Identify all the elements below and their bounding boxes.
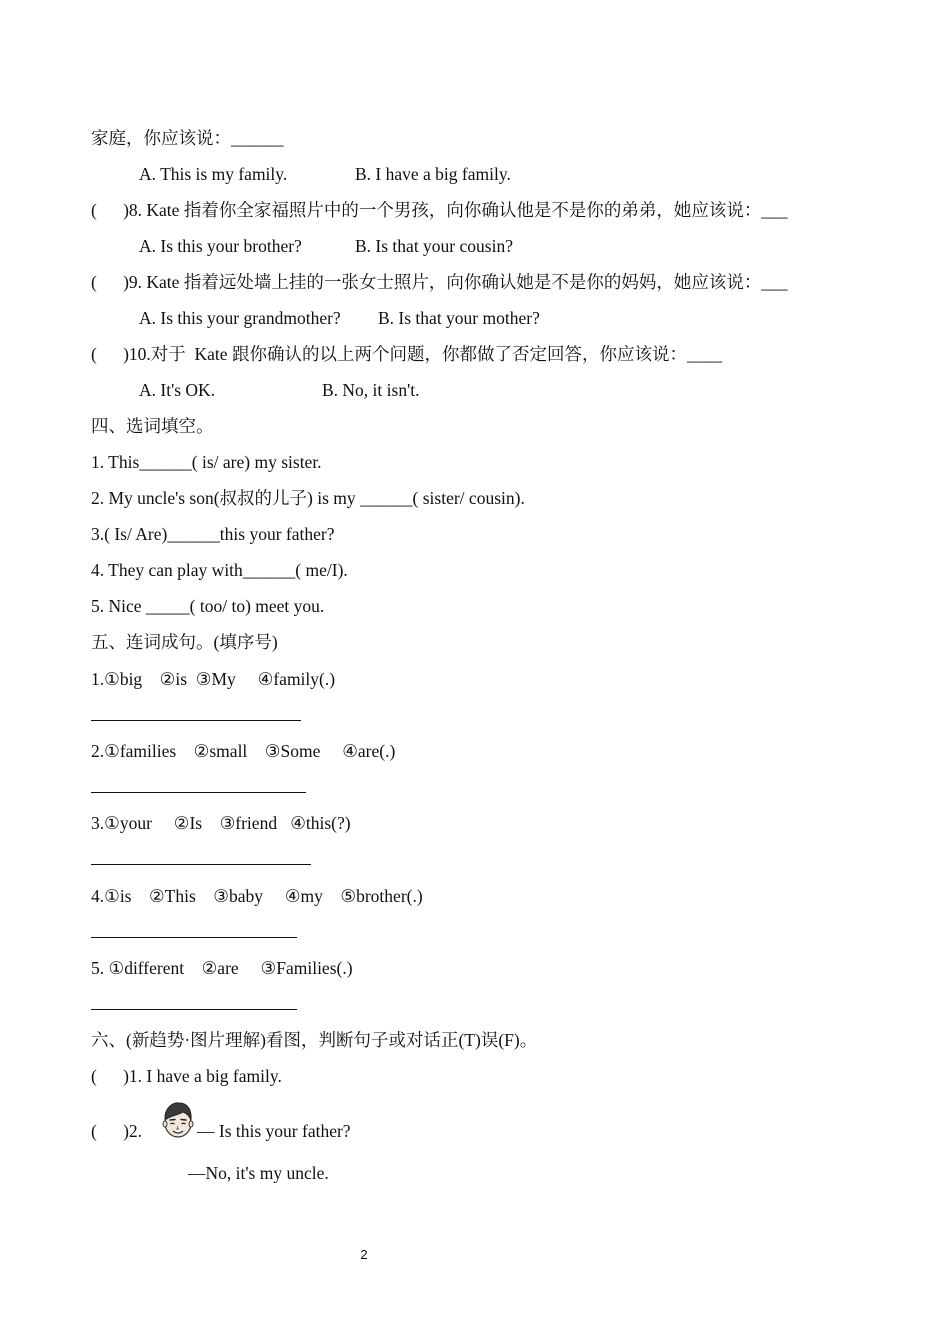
part4-item-5: 5. Nice _____( too/ to) meet you. [91, 596, 325, 616]
q8-stem: ( )8. Kate 指着你全家福照片中的一个男孩，向你确认他是不是你的弟弟，她应该说：___ [91, 200, 788, 220]
answer-line-2 [91, 792, 306, 793]
part5-item-2: 2.①families ②small ③Some ④are(.) [91, 741, 396, 761]
part6-q2-prefix: ( )2. [91, 1121, 143, 1141]
answer-line-5 [91, 1009, 297, 1010]
page-number: 2 [360, 1247, 368, 1262]
part5-item-5: 5. ①different ②are ③Families(.) [91, 958, 353, 978]
cartoon-man-face-icon [159, 1100, 197, 1140]
part5-item-4: 4.①is ②This ③baby ④my ⑤brother(.) [91, 886, 423, 906]
answer-line-4 [91, 937, 297, 938]
part5-heading: 五、连词成句。(填序号) [91, 632, 278, 652]
part5-item-1: 1.①big ②is ③My ④family(.) [91, 669, 336, 689]
part4-item-4: 4. They can play with______( me/I). [91, 560, 348, 580]
q7-stem-end: 家庭，你应该说：______ [91, 128, 284, 148]
q9-stem: ( )9. Kate 指着远处墙上挂的一张女士照片，向你确认她是不是你的妈妈，她应该说：___ [91, 272, 788, 292]
part4-item-1: 1. This______( is/ are) my sister. [91, 452, 322, 472]
part6-heading: 六、(新趋势·图片理解)看图，判断句子或对话正(T)误(F)。 [91, 1030, 538, 1050]
q9-option-b: B. Is that your mother? [378, 308, 540, 328]
answer-line-1 [91, 720, 301, 721]
part4-item-2: 2. My uncle's son(叔叔的儿子) is my ______( sister/ cousin). [91, 488, 525, 508]
q10-stem: ( )10.对于 Kate 跟你确认的以上两个问题，你都做了否定回答，你应该说：____ [91, 344, 722, 364]
q8-option-a: A. Is this your brother? [139, 236, 302, 256]
q10-option-b: B. No, it isn't. [322, 380, 420, 400]
part6-q2-line2: —No, it's my uncle. [188, 1163, 329, 1183]
q7-option-b: B. I have a big family. [355, 164, 511, 184]
q9-option-a: A. Is this your grandmother? [139, 308, 341, 328]
q7-option-a: A. This is my family. [139, 164, 288, 184]
part5-item-3: 3.①your ②Is ③friend ④this(?) [91, 813, 351, 833]
part4-heading: 四、选词填空。 [91, 416, 214, 436]
part6-q2-line1: — Is this your father? [197, 1121, 351, 1141]
answer-line-3 [91, 864, 311, 865]
q10-option-a: A. It's OK. [139, 380, 216, 400]
q8-option-b: B. Is that your cousin? [355, 236, 513, 256]
part6-q1: ( )1. I have a big family. [91, 1066, 282, 1086]
part4-item-3: 3.( Is/ Are)______this your father? [91, 524, 335, 544]
